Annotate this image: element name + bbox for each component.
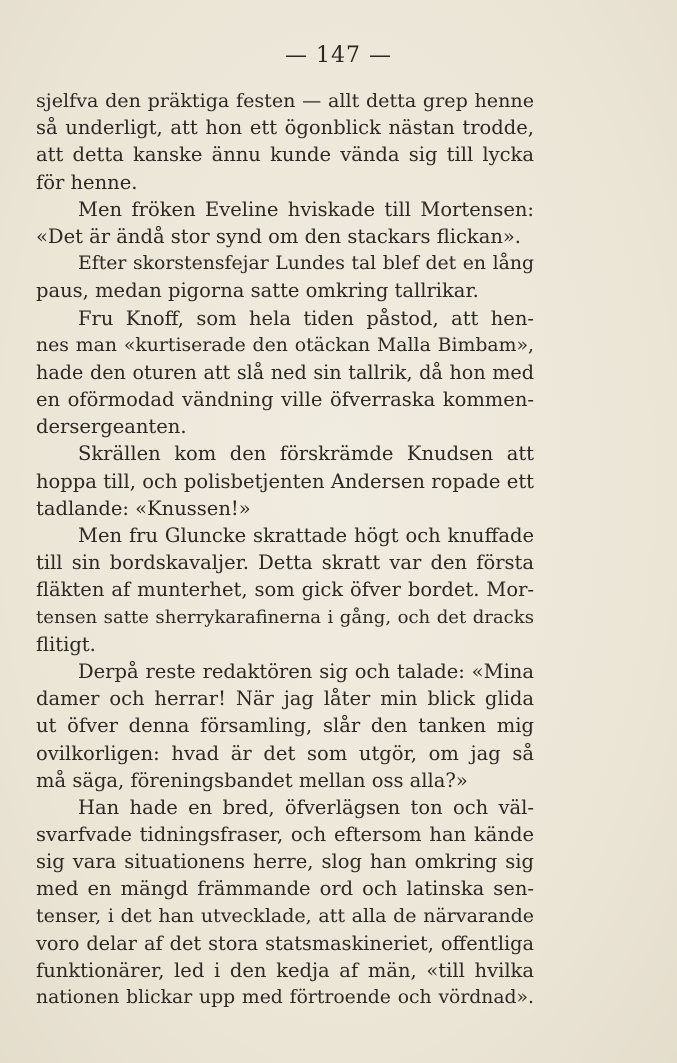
text-line: flitigt. [36,632,96,656]
text-line: damer och herrar! När jag låter min blick glida [36,687,534,711]
text-line: Han hade en bred, öfverlägsen ton och väl- [78,795,534,819]
text-line: paus, medan pigorna satte omkring tallrikar. [36,279,479,303]
text-line: fläkten af munterhet, som gick öfver bordet. Mor- [36,578,534,602]
text-line: ut öfver denna församling, slår den tanken mig [36,714,534,738]
text-line: med en mängd främmande ord och latinska sen- [36,877,534,901]
text-line: svarfvade tidningsfraser, och eftersom han kände [36,823,534,847]
text-line: för henne. [36,170,138,194]
text-line: «Det är ändå stor synd om den stackars flickan». [36,224,522,248]
text-line: Skrällen kom den förskrämde Knudsen att [78,442,534,466]
text-line: sjelfva den präktiga festen — allt detta grep henne [36,89,534,112]
body-text [36,87,534,1011]
text-line: tenser, i det han utvecklade, att alla de närvarande [36,904,534,927]
text-line: må säga, föreningsbandet mellan oss alla?» [36,768,468,792]
text-line: funktionärer, led i den kedja af män, «till hvilka [36,959,534,982]
text-line: voro delar af det stora statsmaskineriet, offentliga [36,931,534,955]
page-number: — 147 — [285,43,392,68]
text-line: sig vara situationens herre, slog han omkring sig [36,850,534,874]
text-line: Derpå reste redaktören sig och talade: «Mina [78,659,534,683]
text-line: tensen satte sherrykarafinerna i gång, och det dracks [36,606,534,628]
text-line: en oförmodad vändning ville öfverraska kommen- [36,388,534,412]
text-line: Fru Knoff, som hela tiden påstod, att hen- [78,306,534,330]
text-line: hade den oturen att slå ned sin tallrik, då hon med [36,360,534,384]
text-line: dersergeanten. [36,415,187,439]
text-line: nes man «kurtiserade den otäckan Malla Bimbam», [36,334,534,356]
text-line: ovilkorligen: hvad är det som utgör, om jag så [36,741,534,765]
text-line: Men fru Gluncke skrattade högt och knuffade [78,524,534,547]
text-line: Men fröken Eveline hviskade till Mortensen: [78,197,534,221]
text-line: tadlande: «Knussen!» [36,496,251,520]
text-line: så underligt, att hon ett ögonblick nästan trodde, [36,116,534,140]
text-line: Efter skorstensfejar Lundes tal blef det en lång [78,253,534,275]
text-line: till sin bordskavaljer. Detta skratt var den första [36,551,534,575]
text-line: nationen blickar upp med förtroende och vördnad». [36,987,534,1009]
text-line: att detta kanske ännu kunde vända sig till lycka [36,143,534,167]
text-line: hoppa till, och polisbetjenten Andersen ropade ett [36,469,534,493]
